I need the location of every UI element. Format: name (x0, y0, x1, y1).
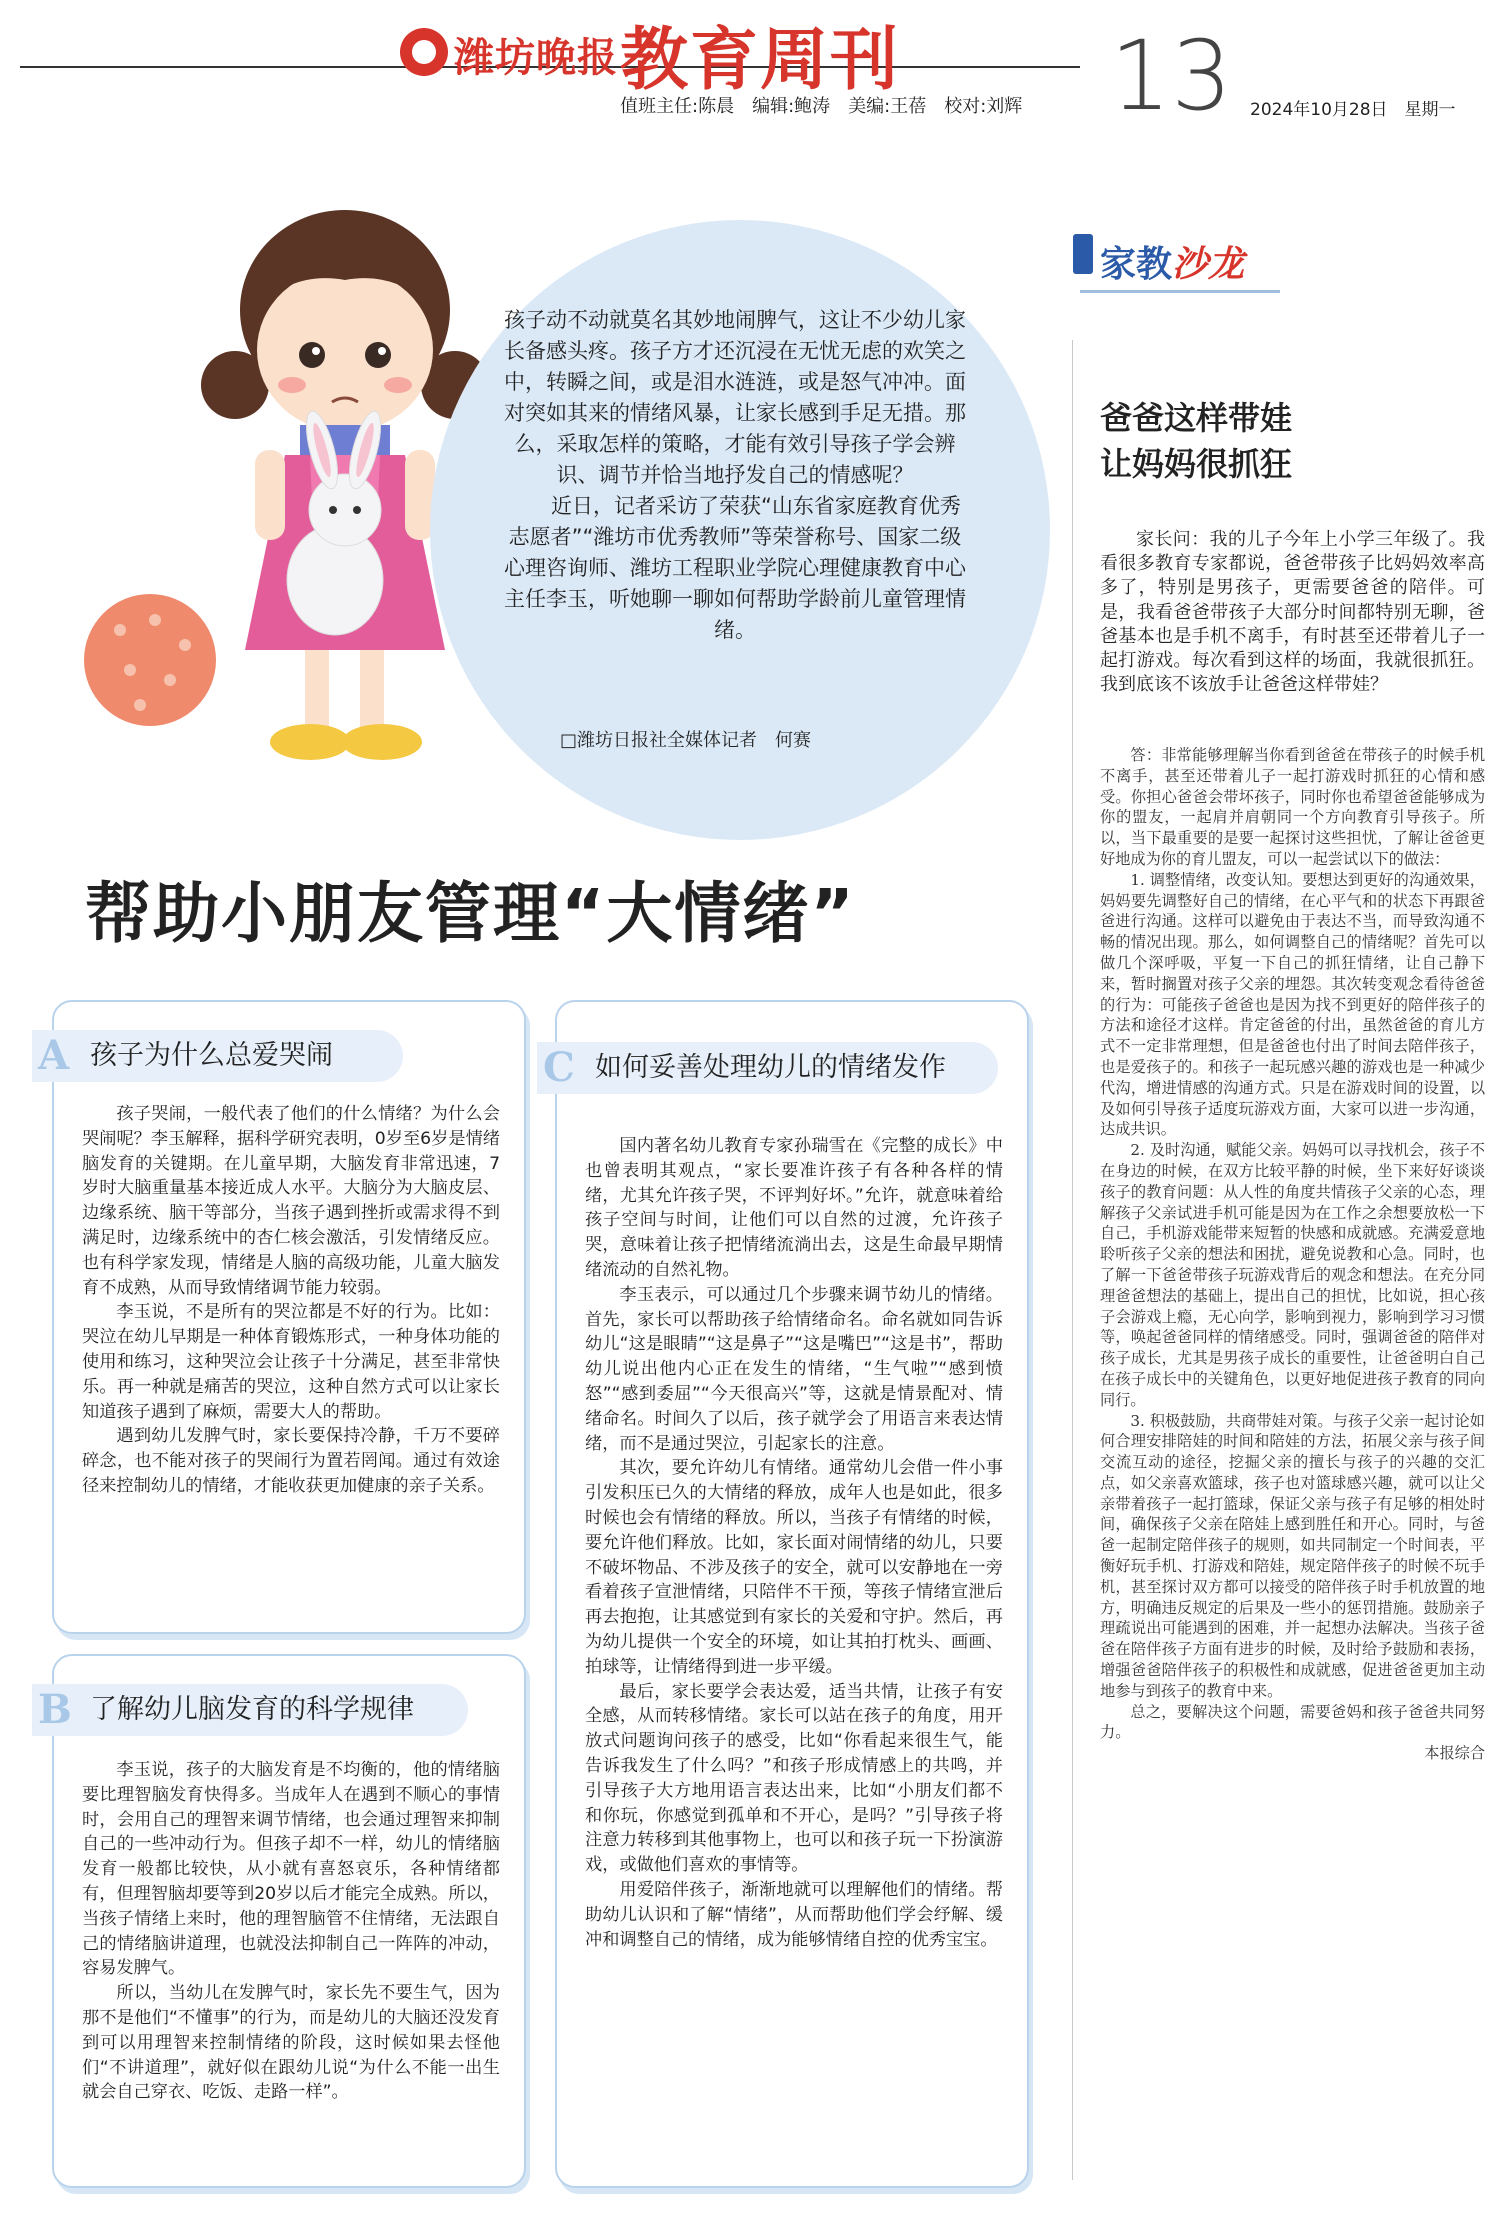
article-title: 爸爸这样带娃 让妈妈很抓狂 (1100, 399, 1293, 483)
paragraph: 李玉表示，可以通过几个步骤来调节幼儿的情绪。首先，家长可以帮助孩子给情绪命名。命名就如同告诉幼儿“这是眼睛”“这是鼻子”“这是嘴巴”“这是书”，帮助幼儿说出他内心正在发生的情绪，“生气啦”“感到愤怒”“感到委屈”“今天很高兴”等，这就是情景配对、情绪命名。时间久了以后，孩子就学会了用语言来表达情绪，而不是通过哭泣，引起家长的注意。 (585, 1284, 1003, 1454)
paragraph: 遇到幼儿发脾气时，家长要保持冷静，千万不要碎碎念，也不能对孩子的哭闹行为置若罔闻。通过有效途径来控制幼儿的情绪，才能收获更加健康的亲子关系。 (82, 1426, 500, 1496)
column-label-underline (1080, 290, 1280, 293)
answer-paragraph: 总之，要解决这个问题，需要爸妈和孩子爸爸共同努力。 (1100, 1702, 1485, 1742)
section-c-body (585, 1134, 1003, 1952)
paragraph: 用爱陪伴孩子，渐渐地就可以理解他们的情绪。帮助幼儿认识和了解“情绪”，从而帮助他们学会纾解、缓冲和调整自己的情绪，成为能够情绪自控的优秀宝宝。 (585, 1879, 1003, 1950)
intro-paragraph: 近日，记者采访了荣获“山东省家庭教育优秀志愿者”“潍坊市优秀教师”等荣誉称号、国家二级心理咨询师、潍坊工程职业学院心理健康教育中心主任李玉，听她聊一聊如何帮助学龄前儿童管理情绪。 (504, 494, 966, 642)
section-a-card (38, 1000, 526, 1634)
newspaper-logo-icon (400, 28, 448, 76)
girl-with-bunny-illustration (60, 150, 480, 790)
expert-answer (1100, 745, 1485, 1764)
issue-date: 2024年10月28日 星期一 (1250, 100, 1456, 120)
section-letter: C (543, 1044, 575, 1091)
paragraph: 李玉说，不是所有的哭泣都是不好的行为。比如：哭泣在幼儿早期是一种体育锻炼形式，一种身体功能的使用和练习，这种哭泣会让孩子十分满足，甚至非常快乐。再一种就是痛苦的哭泣，这种自然方式可以让家长知道孩子遇到了麻烦，需要大人的帮助。 (82, 1302, 500, 1422)
reading-figure-icon (1073, 234, 1093, 274)
section-letter: B (38, 1686, 72, 1733)
section-title: 教育周刊 (620, 20, 901, 100)
section-b-header (32, 1684, 468, 1736)
intro-paragraph: 孩子动不动就莫名其妙地闹脾气，这让不少幼儿家长备感头疼。孩子方才还沉浸在无忧无虑的欢笑之中，转瞬之间，或是泪水涟涟，或是怒气冲冲。面对突如其来的情绪风暴，让家长感到手足无措。那么，采取怎样的策略，才能有效引导孩子学会辨识、调节并恰当地抒发自己的情感呢？ (504, 308, 966, 487)
answer-paragraph: 3. 积极鼓励，共商带娃对策。与孩子父亲一起讨论如何合理安排陪娃的时间和陪娃的方法，拓展父亲与孩子间交流互动的途径，挖掘父亲的擅长与孩子的兴趣的交汇点，如父亲喜欢篮球，孩子也对篮球感兴趣，就可以让父亲带着孩子一起打篮球，保证父亲与孩子有足够的相处时间，确保孩子父亲在陪娃上感到胜任和开心。同时，与爸爸一起制定陪伴孩子的规则，如共同制定一个时间表，平衡好玩手机、打游戏和陪娃，规定陪伴孩子的时候不玩手机，甚至探讨双方都可以接受的陪伴孩子时手机放置的地方，明确违反规定的后果及一些小的惩罚措施。鼓励亲子理疏说出可能遇到的困难，并一起想办法解决。当孩子爸爸在陪伴孩子方面有进步的时候，及时给予鼓励和表扬，增强爸爸陪伴孩子的积极性和成就感，促进爸爸更加主动地参与到孩子的教育中来。 (1100, 1411, 1485, 1700)
section-letter: A (38, 1032, 70, 1079)
answer-paragraph: 答：非常能够理解当你看到爸爸在带孩子的时候手机不离手，甚至还带着儿子一起打游戏时抓狂的心情和感受。你担心爸爸会带坏孩子，同时你也希望爸爸能够成为你的盟友，一起肩并肩朝同一个方向教育引导孩子。所以，当下最重要的是要一起探讨这些担忧，了解让爸爸更好地成为你的育儿盟友，可以一起尝试以下的做法： (1100, 746, 1485, 868)
page-number: 13 (1110, 20, 1233, 132)
section-c-header (537, 1042, 998, 1094)
ball-icon (84, 594, 216, 726)
answer-paragraph: 1. 调整情绪，改变认知。要想达到更好的沟通效果，妈妈要先调整好自己的情绪，在心平气和的状态下再跟爸爸进行沟通。这样可以避免由于表达不当，而导致沟通不畅的情况出现。那么，如何调整自己的情绪呢？首先可以做几个深呼吸，平复一下自己的抓狂情绪，让自己静下来，暂时搁置对孩子父亲的埋怨。其次转变观念看待爸爸的行为：可能孩子爸爸也是因为找不到更好的陪伴孩子的方法和途径才这样。肯定爸爸的付出，虽然爸爸的育儿方式不一定非常理想，但是爸爸也付出了时间去陪伴孩子，也是爱孩子的。和孩子一起玩感兴趣的游戏也是一种减少代沟，增进情感的沟通方式。只是在游戏时间的设置，以及如何引导孩子适度玩游戏方面，大家可以进一步沟通，达成共识。 (1100, 870, 1485, 1139)
paragraph: 国内著名幼儿教育专家孙瑞雪在《完整的成长》中也曾表明其观点，“家长要准许孩子有各种各样的情绪，尤其允许孩子哭，不评判好坏。”允许，就意味着给孩子空间与时间，让他们可以自然的过渡，允许孩子哭，意味着让孩子把情绪流淌出去，这是生命最早期情绪流动的自然礼物。 (585, 1136, 1003, 1280)
main-headline: 帮助小朋友管理“大情绪” (85, 875, 856, 952)
section-a-header (32, 1030, 403, 1082)
paragraph: 其次，要允许幼儿有情绪。通常幼儿会借一件小事引发积压已久的大情绪的释放，成年人也是如此，很多时候也会有情绪的释放。所以，当孩子有情绪的时候，要允许他们释放。比如，家长面对闹情绪的幼儿，只要不破坏物品、不涉及孩子的安全，就可以安静地在一旁看着孩子宣泄情绪，只陪伴不干预，等孩子情绪宣泄后再去抱抱，让其感觉到有家长的关爱和守护。然后，再为幼儿提供一个安全的环境，如让其拍打枕头、画画、拍球等，让情绪得到进一步平缓。 (585, 1458, 1003, 1677)
intro-text (500, 305, 970, 646)
paragraph: 所以，当幼儿在发脾气时，家长先不要生气，因为那不是他们“不懂事”的行为，而是幼儿的大脑还没发育到可以用理智来控制情绪的阶段，这时候如果去怪他们“不讲道理”，就好似在跟幼儿说“为什么不能一出生就会自己穿衣、吃饭、走路一样”。 (82, 1983, 500, 2103)
section-heading: 如何妥善处理幼儿的情绪发作 (595, 1052, 946, 1083)
column-label: 家教沙龙 (1100, 244, 1245, 285)
editor-credits: 值班主任:陈晨 编辑:鲍涛 美编:王蓓 校对:刘辉 (620, 96, 1023, 117)
byline: □潍坊日报社全媒体记者 何赛 (560, 730, 812, 751)
answer-paragraph: 2. 及时沟通，赋能父亲。妈妈可以寻找机会，孩子不在身边的时候，在双方比较平静的时候，坐下来好好谈谈孩子的教育问题：从人性的角度共情孩子父亲的心态，理解孩子父亲试进手机可能是因为在工作之余想要放松一下自己，手机游戏能带来短暂的快感和成就感。充满爱意地聆听孩子父亲的想法和困扰，避免说教和心急。同时，也了解一下爸爸带孩子玩游戏背后的观念和想法。在充分同理爸爸想法的基础上，提出自己的担忧，比如说，担心孩子会游戏上瘾，无心向学，影响到视力，影响到学习习惯等，唤起爸爸同样的情绪感受。同时，强调爸爸的陪伴对孩子成长，尤其是男孩子成长的重要性，让爸爸明白自己在孩子成长中的关键角色，以更好地促进孩子教育的同向同行。 (1100, 1141, 1485, 1409)
section-b-card (38, 1654, 526, 2188)
source-signature: 本报综合 (1424, 1744, 1485, 1763)
newspaper-name: 潍坊晚报 (454, 34, 618, 81)
column-divider (1072, 340, 1073, 2180)
section-heading: 了解幼儿脑发育的科学规律 (90, 1694, 414, 1725)
section-a-body (82, 1102, 500, 1499)
paragraph: 孩子哭闹，一般代表了他们的什么情绪？为什么会哭闹呢？李玉解释，据科学研究表明，0岁至6岁是情绪脑发育的关键期。在儿童早期，大脑发育非常迅速，7岁时大脑重量基本接近成人水平。大脑分为大脑皮层、边缘系统、脑干等部分，当孩子遇到挫折或需求得不到满足时，边缘系统中的杏仁核会激活，引发情绪反应。也有科学家发现，情绪是人脑的高级功能，儿童大脑发育不成熟，从而导致情绪调节能力较弱。 (82, 1104, 500, 1298)
section-c-card (543, 1000, 1029, 2188)
paragraph: 李玉说，孩子的大脑发育是不均衡的，他的情绪脑要比理智脑发育快得多。当成年人在遇到不顺心的事情时，会用自己的理智来调节情绪，也会通过理智来抑制自己的一些冲动行为。但孩子却不一样，幼儿的情绪脑发育一般都比较快，从小就有喜怒哀乐，各种情绪都有，但理智脑却要等到20岁以后才能完全成熟。所以，当孩子情绪上来时，他的理智脑管不住情绪，无法跟自己的情绪脑讲道理，也就没法抑制自己一阵阵的冲动，容易发脾气。 (82, 1760, 500, 1979)
parent-question: 家长问：我的儿子今年上小学三年级了。我看很多教育专家都说，爸爸带孩子比妈妈效率高多了，特别是男孩子，更需要爸爸的陪伴。可是，我看爸爸带孩子大部分时间都特别无聊，爸爸基本也是手机不离手，有时甚至还带着儿子一起打游戏。每次看到这样的场面，我就很抓狂。我到底该不该放手让爸爸这样带娃？ (1100, 529, 1485, 696)
section-heading: 孩子为什么总爱哭闹 (90, 1040, 333, 1071)
paragraph: 最后，家长要学会表达爱，适当共情，让孩子有安全感，从而转移情绪。家长可以站在孩子的角度，用开放式问题询问孩子的感受，比如“你看起来很生气，能告诉我发生了什么吗？”和孩子形成情感上的共鸣，并引导孩子大方地用语言表达出来，比如“小朋友们都不和你玩，你感觉到孤单和不开心，是吗？”引导孩子将注意力转移到其他事物上，也可以和孩子玩一下扮演游戏，或做他们喜欢的事情等。 (585, 1681, 1003, 1876)
section-b-body (82, 1758, 500, 2105)
